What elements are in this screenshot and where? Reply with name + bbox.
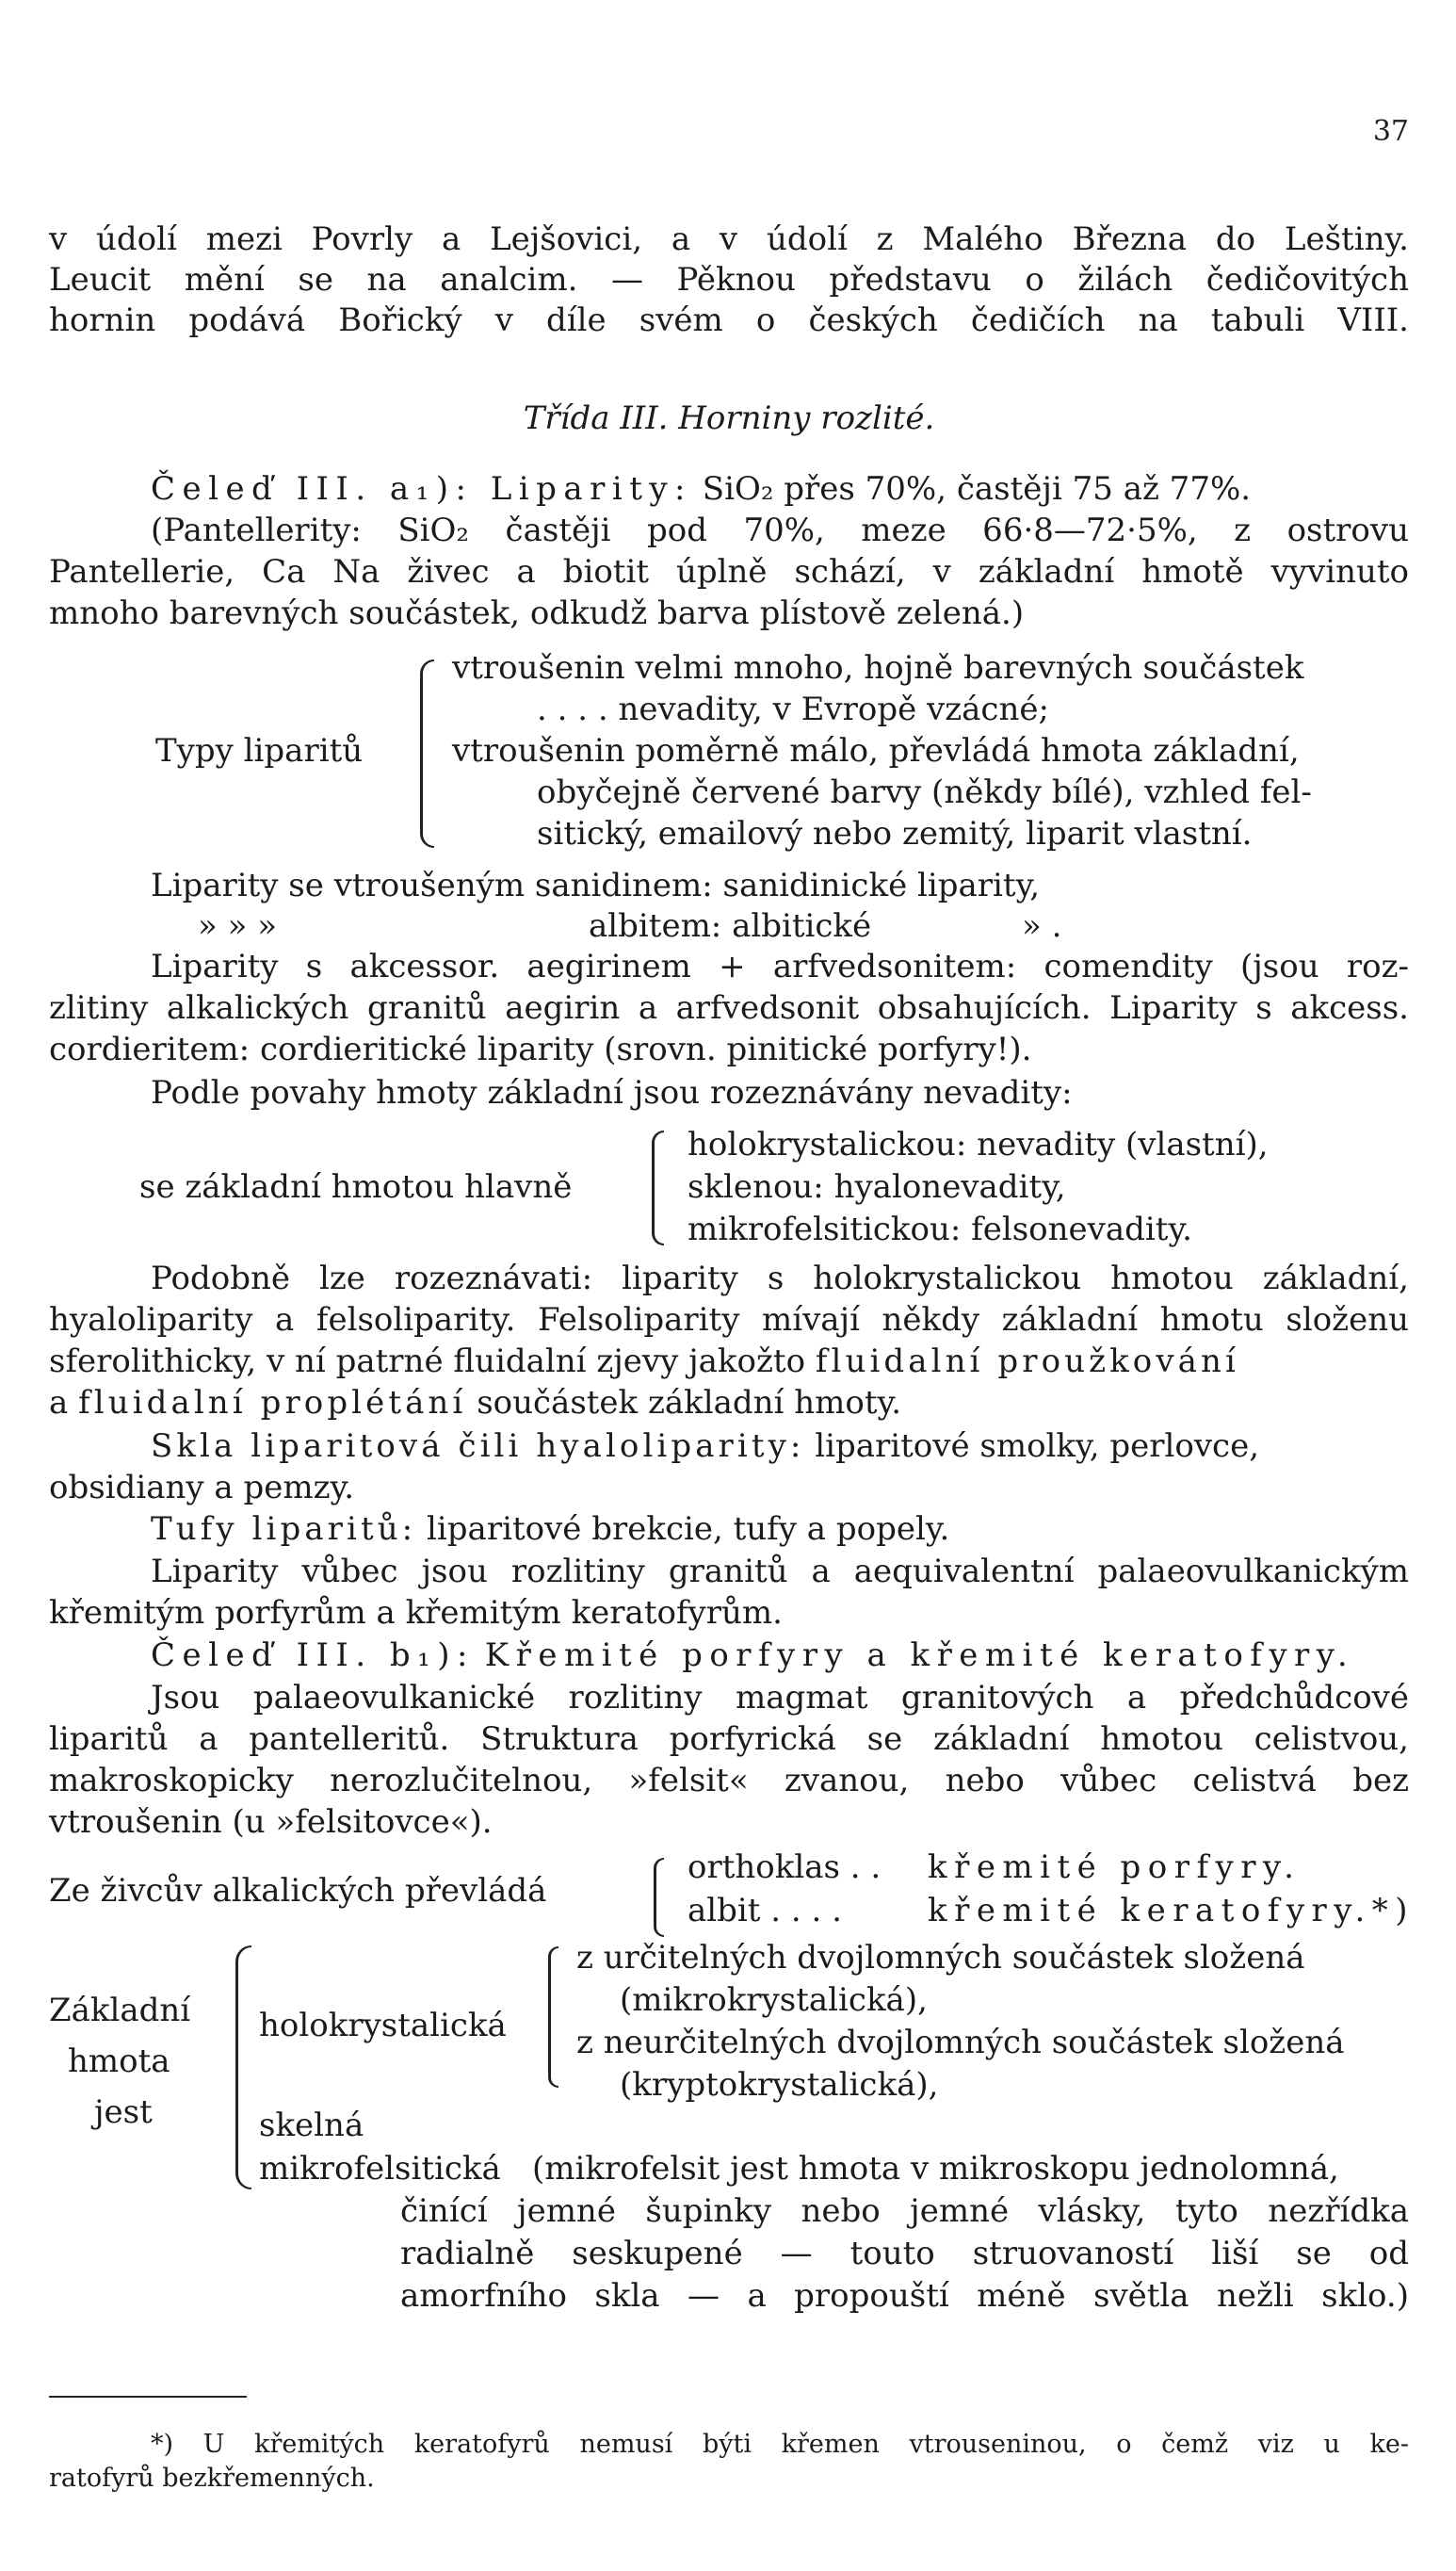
text-line: Podle povahy hmoty základní jsou rozeznávány nevadity: bbox=[151, 1074, 1073, 1112]
types-label: Typy liparitů bbox=[155, 732, 364, 770]
feldspar-rock: křemité keratofyry.*) bbox=[928, 1892, 1415, 1929]
text-line bbox=[151, 1508, 1409, 1550]
emphasized-term: fluidalní proužkování bbox=[815, 1342, 1239, 1380]
text-line bbox=[49, 1341, 1409, 1382]
holo-item: (mikrokrystalická), bbox=[620, 1981, 928, 2019]
emphasized-term: Tufy liparitů: bbox=[151, 1510, 417, 1548]
brace bbox=[652, 1131, 664, 1245]
brace bbox=[654, 1858, 664, 1937]
type-item: vtroušenin poměrně málo, převládá hmota základní, bbox=[452, 732, 1300, 770]
ground-label: Základní bbox=[49, 1992, 191, 2029]
text-line: obsidiany a pemzy. bbox=[49, 1469, 354, 1506]
family-a-text: SiO₂ přes 70%, častěji 75 až 77%. bbox=[702, 470, 1252, 508]
page-number: 37 bbox=[1372, 115, 1409, 148]
text-line: hyaloliparity a felsoliparity. Felsoliparity mívají někdy základní hmotu složenu bbox=[49, 1301, 1409, 1339]
mikro-label: mikrofelsitická bbox=[259, 2150, 501, 2188]
ground-label: jest bbox=[94, 2093, 153, 2131]
text-line: liparitů a pantelleritů. Struktura porfyrická se základní hmotou celistvou, bbox=[49, 1720, 1409, 1758]
text-line bbox=[49, 1382, 1409, 1424]
mikro-desc: amorfního skla — a propouští méně světla nežli sklo.) bbox=[400, 2277, 1409, 2315]
text-line: albitem: albitické bbox=[589, 907, 872, 945]
groundmass-item: sklenou: hyalonevadity, bbox=[688, 1168, 1066, 1206]
family-a-heading bbox=[151, 468, 1251, 510]
text-line: cordieritem: cordieritické liparity (srovn. pinitické porfyry!). bbox=[49, 1031, 1032, 1068]
text-line: Liparity s akcessor. aegirinem + arfvedsonitem: comendity (jsou roz- bbox=[151, 948, 1409, 985]
mikro-desc: (mikrofelsit jest hmota v mikroskopu jednolomná, bbox=[532, 2150, 1339, 2188]
type-item: . . . . nevadity, v Evropě vzácné; bbox=[537, 691, 1049, 728]
text-line: Leucit mění se na analcim. — Pěknou představu o žilách čedičovitých bbox=[49, 261, 1409, 299]
emphasized-term: Skla liparitová čili hyaloliparity: bbox=[151, 1427, 805, 1465]
feldspar-rock: křemité porfyry. bbox=[928, 1848, 1302, 1886]
groundmass-item: mikrofelsitickou: felsonevadity. bbox=[688, 1211, 1192, 1248]
mikro-desc: činící jemné šupinky nebo jemné vlásky, tyto nezřídka bbox=[400, 2192, 1409, 2230]
ditto-end: » . bbox=[1022, 907, 1062, 945]
family-b-heading bbox=[151, 1635, 1354, 1676]
text-line: zlitiny alkalických granitů aegirin a arfvedsonit obsahujících. Liparity s akcess. bbox=[49, 989, 1409, 1027]
text-fragment: sferolithicky, v ní patrné fluidalní zjevy jakožto bbox=[49, 1342, 806, 1380]
type-item: sitický, emailový nebo zemitý, liparit vlastní. bbox=[537, 815, 1253, 853]
holo-item: z neurčitelných dvojlomných součástek složená bbox=[576, 2024, 1345, 2061]
groundmass-item: holokrystalickou: nevadity (vlastní), bbox=[688, 1126, 1269, 1163]
brace bbox=[548, 1946, 558, 2088]
text-line: Liparity se vtroušeným sanidinem: sanidinické liparity, bbox=[151, 867, 1041, 904]
text-line: (Pantellerity: SiO₂ častěji pod 70%, meze 66·8—72·5%, z ostrovu bbox=[151, 512, 1409, 549]
skelna-label: skelná bbox=[259, 2107, 364, 2144]
emphasized-term: fluidalní proplétání bbox=[78, 1384, 467, 1422]
ditto-marks: » » » bbox=[198, 907, 278, 945]
footnote-rule bbox=[49, 2396, 247, 2398]
text-fragment: a bbox=[49, 1384, 69, 1422]
text-line: v údolí mezi Povrly a Lejšovici, a v údolí z Malého Března do Leštiny. bbox=[49, 220, 1409, 258]
mikro-desc: radialně seskupené — touto struovaností liší se od bbox=[400, 2235, 1409, 2272]
section-heading: Třída III. Horniny rozlité. bbox=[523, 399, 935, 437]
feldspar-label: Ze živcův alkalických převládá bbox=[49, 1872, 547, 1910]
text-line: Pantellerie, Ca Na živec a biotit úplně schází, v základní hmotě vyvinuto bbox=[49, 553, 1409, 591]
text-line: mnoho barevných součástek, odkudž barva plístově zelená.) bbox=[49, 594, 1025, 632]
holo-item: (kryptokrystalická), bbox=[620, 2066, 939, 2104]
feldspar-mineral: albit . . . . bbox=[688, 1892, 842, 1929]
text-fragment: liparitové brekcie, tufy a popely. bbox=[427, 1510, 950, 1548]
holo-item: z určitelných dvojlomných součástek složená bbox=[576, 1939, 1305, 1977]
text-line: Jsou palaeovulkanické rozlitiny magmat granitových a předchůdcové bbox=[151, 1679, 1409, 1717]
text-fragment: liparitové smolky, perlovce, bbox=[815, 1427, 1260, 1465]
text-line bbox=[151, 1425, 1409, 1467]
text-line: Liparity vůbec jsou rozlitiny granitů a aequivalentní palaeovulkanickým bbox=[151, 1553, 1409, 1590]
family-a-label: Čeleď III. a₁): Liparity: bbox=[151, 470, 692, 508]
footnote-line: ratofyrů bezkřemenných. bbox=[49, 2464, 375, 2493]
footnote-line: *) U křemitých keratofyrů nemusí býti křemen vtrouseninou, o čemž viz u ke- bbox=[151, 2430, 1409, 2459]
family-b-title: Křemité porfyry a křemité keratofyry. bbox=[484, 1636, 1355, 1674]
text-fragment: součástek základní hmoty. bbox=[477, 1384, 902, 1422]
text-line: Podobně lze rozeznávati: liparity s holokrystalickou hmotou základní, bbox=[151, 1260, 1409, 1297]
groundmass-label: se základní hmotou hlavně bbox=[139, 1168, 573, 1206]
feldspar-mineral: orthoklas . . bbox=[688, 1848, 882, 1886]
text-line: makroskopicky nerozlučitelnou, »felsit« zvanou, nebo vůbec celistvá bez bbox=[49, 1762, 1409, 1799]
brace bbox=[420, 659, 434, 848]
ground-label: hmota bbox=[68, 2042, 170, 2080]
type-item: obyčejně červené barvy (někdy bílé), vzhled fel- bbox=[537, 773, 1312, 811]
family-b-label: Čeleď III. b₁): bbox=[151, 1636, 475, 1674]
type-item: vtroušenin velmi mnoho, hojně barevných součástek bbox=[452, 649, 1304, 687]
text-line: křemitým porfyrům a křemitým keratofyrům. bbox=[49, 1594, 783, 1632]
text-line: hornin podává Bořický v díle svém o českých čedičích na tabuli VIII. bbox=[49, 301, 1409, 339]
text-line: vtroušenin (u »felsitovce«). bbox=[49, 1803, 493, 1841]
brace bbox=[235, 1945, 251, 2189]
holo-label: holokrystalická bbox=[259, 2007, 507, 2044]
